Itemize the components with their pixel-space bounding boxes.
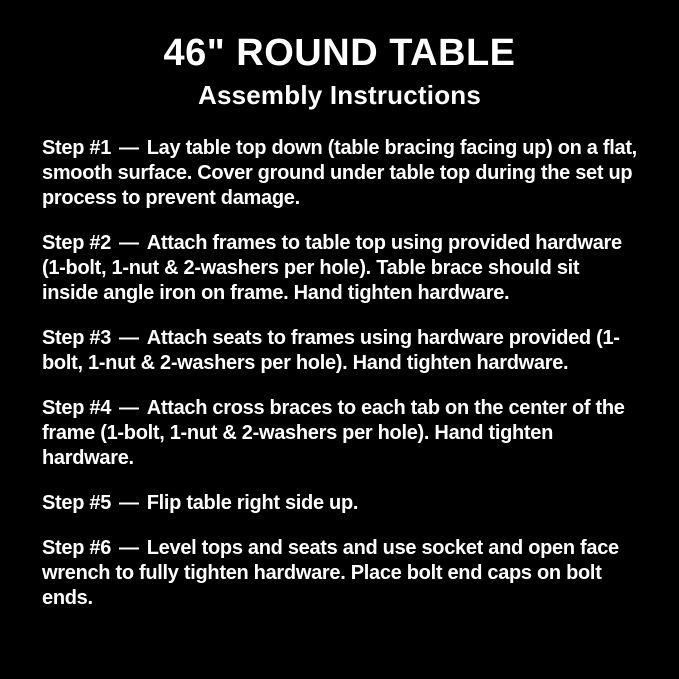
step-2-paragraph — [42, 231, 637, 306]
step-3-text: Attach seats to frames using hardware provided (1-bolt, 1-nut & 2-washers per hole). Hand tighten hardware. — [42, 327, 620, 374]
step-4-paragraph — [42, 396, 637, 471]
step-2-text: Attach frames to table top using provided hardware (1-bolt, 1-nut & 2-washers per hole). Table brace should sit inside angle iron on frame. Hand tighten hardware. — [42, 232, 622, 304]
em-dash: — — [119, 327, 139, 349]
page-subtitle: Assembly Instructions — [197, 80, 482, 110]
step-3-label: Step #3 — [42, 327, 112, 349]
step-6-label: Step #6 — [42, 537, 112, 559]
em-dash: — — [119, 537, 139, 559]
step-1-text: Lay table top down (table bracing facing up) on a flat, smooth surface. Cover ground under table top during the set up process to prevent damage. — [42, 137, 637, 209]
steps-list — [42, 136, 637, 611]
step-4-label: Step #4 — [42, 397, 112, 419]
step-1-label: Step #1 — [42, 137, 112, 159]
step-5-text: Flip table right side up. — [146, 492, 359, 514]
em-dash: — — [119, 137, 139, 159]
step-5-paragraph — [42, 491, 637, 516]
step-6-text: Level tops and seats and use socket and open face wrench to fully tighten hardware. Place bolt end caps on bolt ends. — [42, 537, 619, 609]
step-5-label: Step #5 — [42, 492, 112, 514]
step-1-paragraph — [42, 136, 637, 211]
page-title: 46" ROUND TABLE — [163, 32, 516, 74]
step-6-paragraph — [42, 536, 637, 611]
step-4-text: Attach cross braces to each tab on the center of the frame (1-bolt, 1-nut & 2-washers per hole). Hand tighten hardware. — [42, 397, 625, 469]
em-dash: — — [119, 232, 139, 254]
em-dash: — — [119, 492, 139, 514]
step-3-paragraph — [42, 326, 637, 376]
step-2-label: Step #2 — [42, 232, 112, 254]
em-dash: — — [119, 397, 139, 419]
